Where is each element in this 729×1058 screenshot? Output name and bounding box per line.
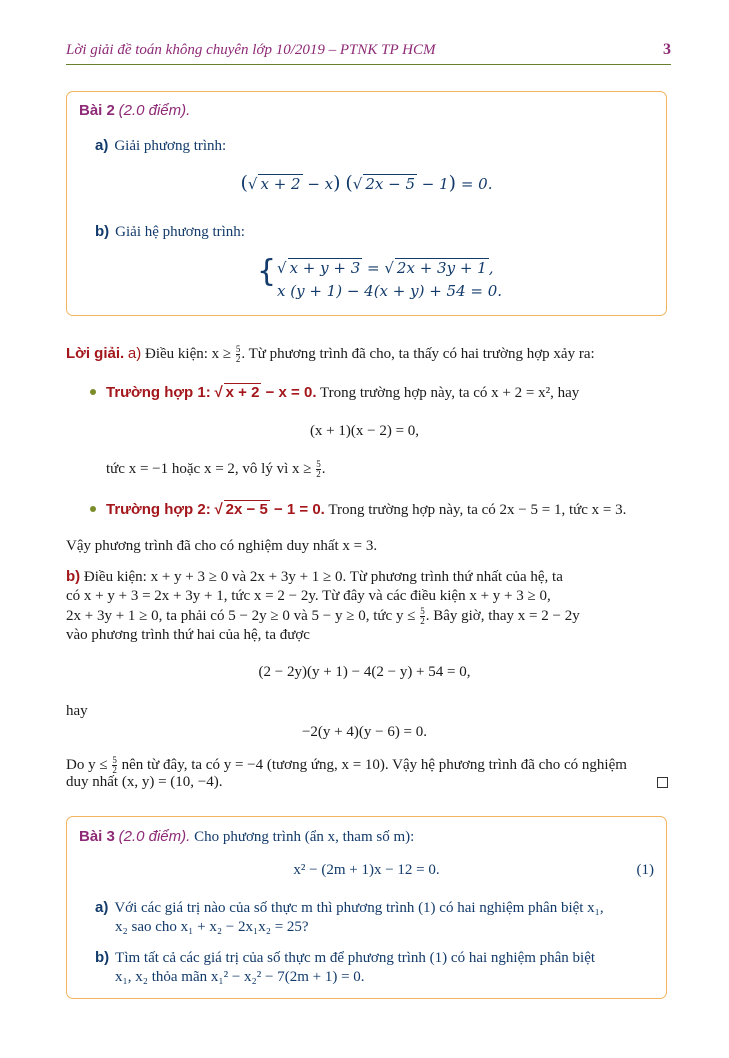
- problem-2a-text: Giải phương trình:: [114, 138, 227, 154]
- fraction-5-2: [420, 607, 425, 626]
- problem-3b-line-2: x₁, x₂ thỏa mãn x₁² − x₂² − 7(2m + 1) = 0.: [115, 969, 365, 985]
- solution-a-label: a): [127, 345, 142, 362]
- solution-b-line-6: duy nhất (x, y) = (10, −4).: [66, 774, 223, 790]
- problem-2-points: (2.0 điểm).: [118, 102, 191, 119]
- problem-2a: [95, 137, 226, 155]
- solution-b-equation-1: (2 − 2y)(y + 1) − 4(2 − y) + 54 = 0,: [258, 664, 471, 680]
- case-1: Trường hợp 1: √ x + 2 − x = 0. Trong trường hợp này, ta có x + 2 = x², hay: [90, 383, 579, 402]
- case-2: Trường hợp 2: √ 2x − 5 − 1 = 0. Trong trường hợp này, ta có 2x − 5 = 1, tức x = 3.: [90, 500, 626, 519]
- problem-3a-label: a): [95, 899, 109, 916]
- page-header: [66, 42, 671, 65]
- case-1-label: Trường hợp 1:: [106, 384, 211, 401]
- sqrt-x-y-3: x + y + 3: [289, 259, 361, 277]
- solution-b-line-2: có x + y + 3 = 2x + 3y + 1, tức x = 2 − 2y. Từ đây và các điều kiện x + y + 3 ≥ 0,: [66, 588, 551, 604]
- system-eq-2: x (y + 1) − 4(x + y) + 54 = 0.: [277, 282, 503, 300]
- bullet-icon: [90, 389, 96, 395]
- solution-b-line-5: [66, 756, 627, 775]
- problem-3a-text-1: Với các giá trị nào của số thực m thì phương trình (1) có hai nghiệm phân biệt x₁,: [114, 900, 604, 916]
- problem-3b-label: b): [95, 949, 110, 966]
- problem-2a-label: a): [95, 137, 109, 154]
- frac-num: 5: [235, 344, 241, 355]
- problem-3a-line-1: [95, 899, 604, 917]
- problem-3-label: Bài 3: [79, 828, 115, 845]
- problem-3b-text-1: Tìm tất cả các giá trị của số thực m để phương trình (1) có hai nghiệm phân biệt: [115, 950, 596, 966]
- problem-3b-line-1: [95, 949, 595, 967]
- solution-a-rest: . Từ phương trình đã cho, ta thấy có hai trường hợp xảy ra:: [241, 346, 595, 362]
- solution-a-final: Vậy phương trình đã cho có nghiệm duy nhất x = 3.: [66, 538, 378, 554]
- bullet-icon: [90, 506, 96, 512]
- sqrt-2x-minus-5: 2x − 5: [365, 175, 415, 193]
- solution-b-text-5: Do y ≤: [66, 756, 108, 773]
- system-brace: {: [257, 254, 277, 289]
- frac-num: 5: [112, 755, 117, 765]
- solution-b-text-5-end: nên từ đây, ta có y = −4 (tương ứng, x = 10). Vậy hệ phương trình đã cho có nghiệm: [117, 756, 627, 773]
- solution-a-cond: Điều kiện: x ≥: [145, 346, 232, 362]
- qed-square-icon: [657, 777, 668, 788]
- case-2-sqrt: 2x − 5: [225, 501, 268, 518]
- problem-2-title: [79, 102, 190, 120]
- problem-2-label: Bài 2: [79, 102, 115, 119]
- solution-b-hay: hay: [66, 703, 88, 719]
- frac-den: 2: [235, 354, 241, 365]
- eq-end: ,: [488, 259, 494, 277]
- case-1-sqrt: x + 2: [225, 384, 260, 401]
- case-1-equation: (x + 1)(x − 2) = 0,: [309, 423, 420, 439]
- sqrt-2x-3y-1: 2x + 3y + 1: [396, 259, 487, 277]
- solution-b-text-3: 2x + 3y + 1 ≥ 0, ta phải có 5 − 2y ≥ 0 và 5 − y ≥ 0, tức y ≤: [66, 607, 416, 624]
- solution-b-line-4: vào phương trình thứ hai của hệ, ta được: [66, 627, 310, 643]
- problem-3-title: [79, 828, 414, 846]
- case-1-conclusion-text: tức x = −1 hoặc x = 2, vô lý vì x ≥: [106, 460, 312, 477]
- case-1-rest: − x = 0.: [261, 384, 317, 401]
- frac-num: 5: [316, 459, 321, 469]
- solution-b-label: b): [66, 568, 81, 585]
- solution-b-text-3-end: . Bây giờ, thay x = 2 − 2y: [425, 607, 580, 624]
- problem-2b-label: b): [95, 223, 110, 240]
- solution-b-text-1: Điều kiện: x + y + 3 ≥ 0 và 2x + 3y + 1 ≥ 0. Từ phương trình thứ nhất của hệ, ta: [83, 569, 563, 585]
- header-title: Lời giải đề toán không chuyên lớp 10/2019 – PTNK TP HCM: [66, 42, 436, 58]
- problem-2b: [95, 223, 245, 241]
- solution-b-line-1: [66, 568, 563, 586]
- case-2-label: Trường hợp 2:: [106, 501, 211, 518]
- solution-b-line-3: [66, 607, 580, 626]
- fraction-5-2: [236, 345, 241, 364]
- frac-den: 2: [112, 765, 117, 775]
- problem-2-box: [66, 91, 667, 316]
- solution-b-equation-2: −2(y + 4)(y − 6) = 0.: [301, 724, 428, 740]
- frac-num: 5: [420, 606, 425, 616]
- page-number: 3: [663, 41, 671, 58]
- solution-label: Lời giải.: [66, 345, 125, 362]
- problem-2a-equation: (√ x + 2 − x) (√ 2x − 5 − 1) = 0.: [240, 172, 493, 194]
- frac-den: 2: [316, 469, 321, 479]
- case-1-text: Trong trường hợp này, ta có x + 2 = x², hay: [316, 385, 580, 401]
- system-eq-1: √ x + y + 3 = √ 2x + 3y + 1 ,: [277, 259, 494, 277]
- problem-3-points: (2.0 điểm).: [118, 828, 191, 845]
- case-2-text: Trong trường hợp này, ta có 2x − 5 = 1, tức x = 3.: [324, 502, 627, 518]
- eq-term: − x: [302, 175, 334, 193]
- eq-rhs: = 0.: [456, 175, 493, 193]
- problem-3a-line-2: x₂ sao cho x₁ + x₂ − 2x₁x₂ = 25?: [115, 919, 309, 935]
- solution-a-intro: [66, 345, 595, 364]
- problem-2b-text: Giải hệ phương trình:: [115, 224, 245, 240]
- eq-term: − 1: [417, 175, 449, 193]
- fraction-5-2: [316, 460, 321, 479]
- problem-3-equation: x² − (2m + 1)x − 12 = 0.: [293, 862, 440, 878]
- sqrt-x-plus-2: x + 2: [260, 175, 301, 193]
- case-2-rest: − 1 = 0.: [269, 501, 325, 518]
- period: .: [321, 460, 326, 477]
- frac-den: 2: [420, 616, 425, 626]
- problem-3-box: [66, 816, 667, 999]
- case-1-conclusion: [106, 460, 325, 479]
- fraction-5-2: [112, 756, 117, 775]
- equation-number: (1): [636, 862, 654, 878]
- eq-sign: =: [362, 259, 385, 277]
- problem-3-intro: Cho phương trình (ẩn x, tham số m):: [190, 829, 415, 845]
